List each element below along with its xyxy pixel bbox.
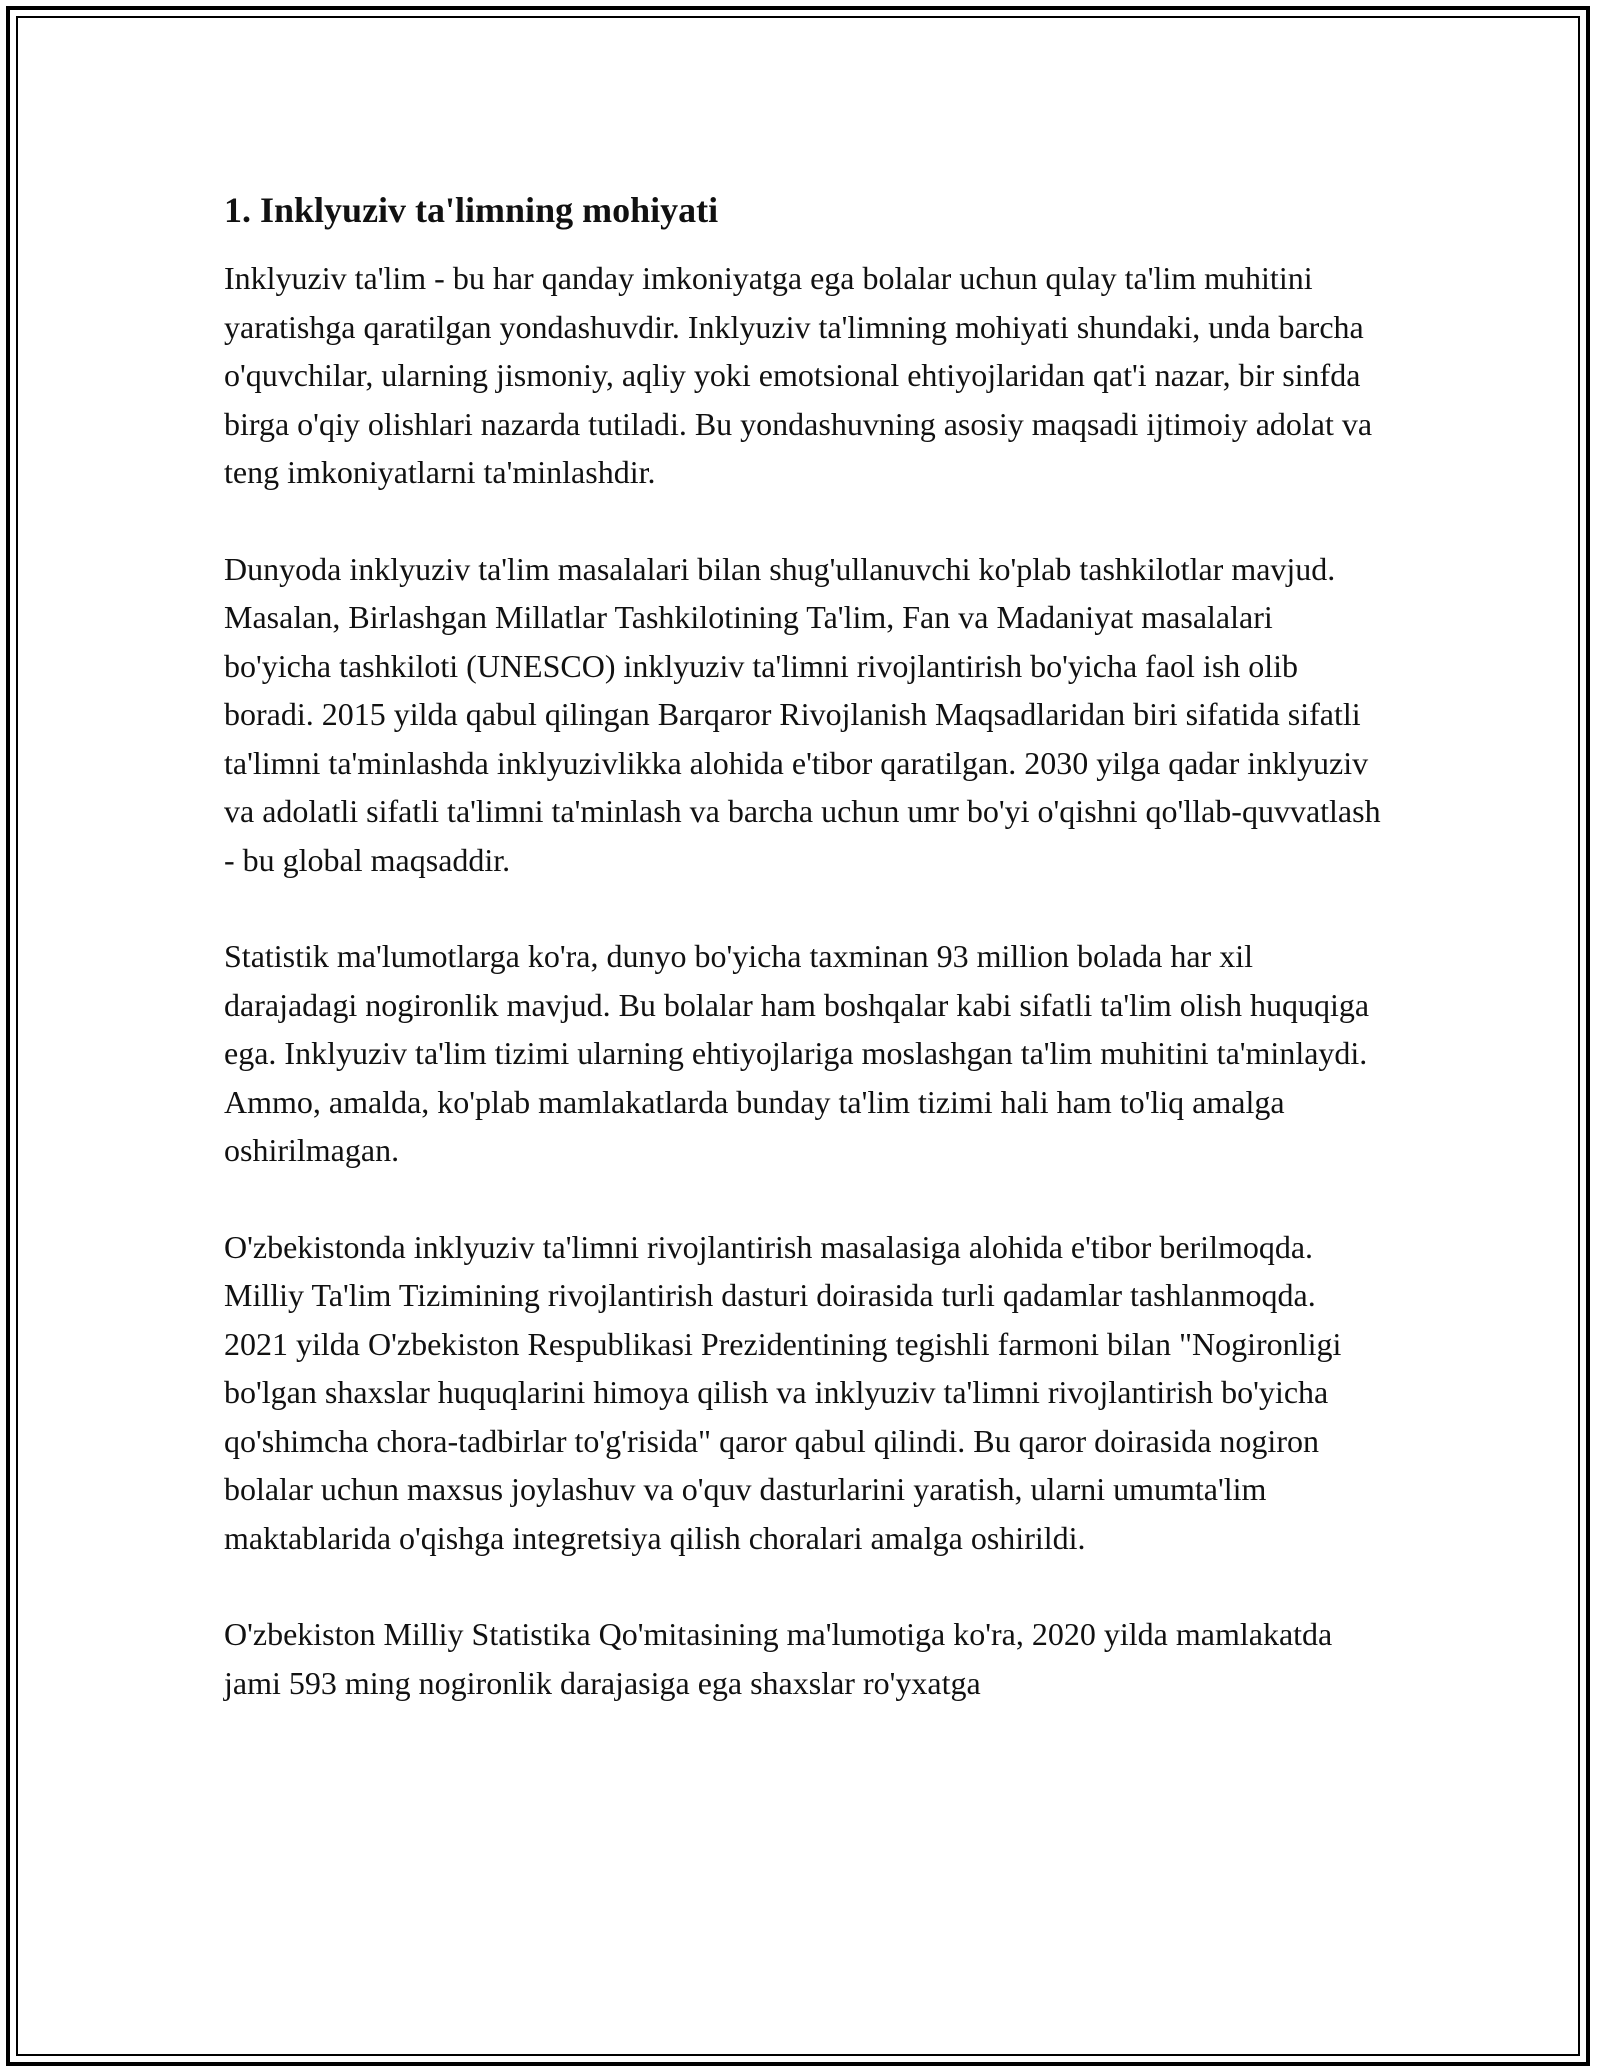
paragraph-2: Dunyoda inklyuziv ta'lim masalalari bilan shug'ullanuvchi ko'plab tashkilotlar mavjud. Masalan, Birlashgan Millatlar Tashkilotining Ta'lim, Fan va Madaniyat masalalari bo'yicha tashkiloti (UNESCO) inklyuziv ta'limni rivojlantirish bo'yicha faol ish olib boradi. 2015 yilda qabul qilingan Barqaror Rivojlanish Maqsadlaridan biri sifatida sifatli ta'limni ta'minlashda inklyuzivlikka alohida e'tibor qaratilgan. 2030 yilga qadar inklyuziv va adolatli sifatli ta'limni ta'minlash va barcha uchun umr bo'yi o'qishni qo'llab-quvvatlash - bu global maqsaddir. [224, 550, 1381, 878]
paragraph-4: O'zbekistonda inklyuziv ta'limni rivojlantirish masalasiga alohida e'tibor berilmoqda. Milliy Ta'lim Tizimining rivojlantirish dasturi doirasida turli qadamlar tashlanmoqda. 2021 yilda O'zbekiston Respublikasi Prezidentining tegishli farmoni bilan "Nogironligi bo'lgan shaxslar huquqlarini himoya qilish va inklyuziv ta'limni rivojlantirish bo'yicha qo'shimcha chora-tadbirlar to'g'risida" qaror qabul qilindi. Bu qaror doirasida nogiron bolalar uchun maxsus joylashuv va o'quv dasturlarini yaratish, ularni umumta'lim maktablarida o'qishga integretsiya qilish choralari amalga oshirildi. [224, 1228, 1342, 1556]
section-heading: 1. Inklyuziv ta'limning mohiyati [224, 190, 719, 230]
paragraph-3: Statistik ma'lumotlarga ko'ra, dunyo bo'yicha taxminan 93 million bolada har xil darajadagi nogironlik mavjud. Bu bolalar ham boshqalar kabi sifatli ta'lim olish huquqiga ega. Inklyuziv ta'lim tizimi ularning ehtiyojlariga moslashgan ta'lim muhitini ta'minlaydi. Ammo, amalda, ko'plab mamlakatlarda bunday ta'lim tizimi hali ham to'liq amalga oshirilmagan. [224, 938, 1370, 1168]
paragraph-1: Inklyuziv ta'lim - bu har qanday imkoniyatga ega bolalar uchun qulay ta'lim muhitini yaratishga qaratilgan yondashuvdir. Inklyuziv ta'limning mohiyati shundaki, unda barcha o'quvchilar, ularning jismoniy, aqliy yoki emotsional ehtiyojlaridan qat'i nazar, bir sinfda birga o'qiy olishlari nazarda tutiladi. Bu yondashuvning asosiy maqsadi ijtimoiy adolat va teng imkoniyatlarni ta'minlashdir. [224, 260, 1373, 490]
paragraph-5: O'zbekiston Milliy Statistika Qo'mitasining ma'lumotiga ko'ra, 2020 yilda mamlakatda jami 593 ming nogironlik darajasiga ega shaxslar ro'yxatga [224, 1616, 1333, 1701]
document-body [224, 188, 1384, 1755]
